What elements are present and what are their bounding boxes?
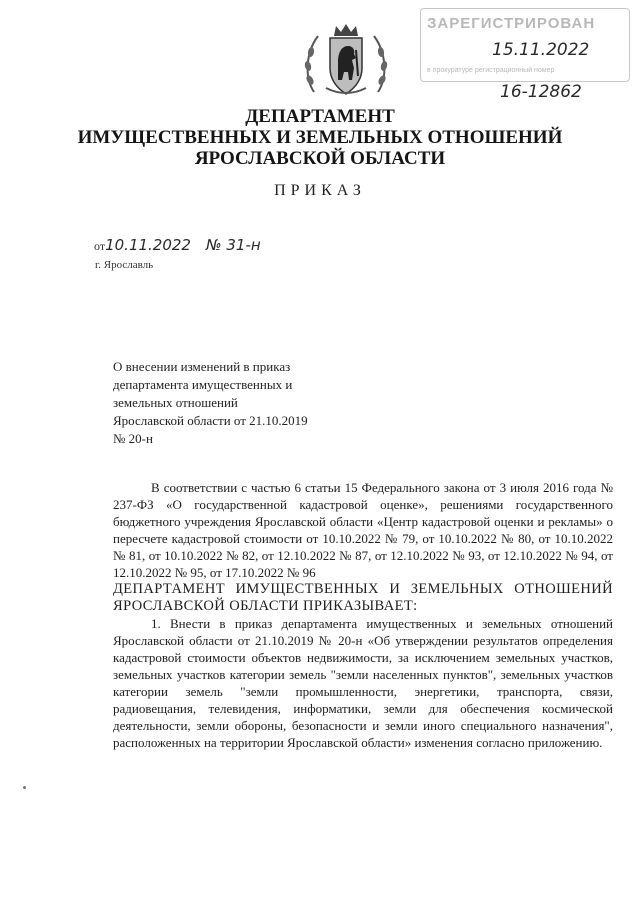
coat-of-arms-emblem <box>300 22 392 98</box>
document-type: ПРИКАЗ <box>274 182 366 199</box>
department-line-3: ЯРОСЛАВСКОЙ ОБЛАСТИ <box>194 148 446 169</box>
stamp-number: 16-12862 <box>500 82 582 102</box>
department-line-1: ДЕПАРТАМЕНТ <box>245 106 395 127</box>
margin-mark <box>23 786 26 789</box>
order-city: г. Ярославль <box>95 259 154 271</box>
order-item-1: 1. Внести в приказ департамента имущественных и земельных отношений Ярославской области от 21.10.2019 № 20-н «Об утверждении результатов определения кадастровой стоимости объектов недвижимости, за исключением земельных участков, земельных участков категории земель "земли населенных пунктов", земельных участков категории земель "земли промышленности, энергетики, транспорта, связи, радиовещания, телевидения, информатики, земли для обеспечения космической деятельности, земли обороны, безопасности и земли иного специального назначения", расположенных на территории Ярославской области» изменения согласно приложению. <box>113 616 613 750</box>
subject-line: О внесении изменений в приказ <box>113 359 291 374</box>
subject-line: земельных отношений <box>113 395 238 410</box>
subject-line: Ярославской области от 21.10.2019 <box>113 413 308 428</box>
stamp-title: ЗАРЕГИСТРИРОВАН <box>427 15 596 32</box>
preamble-paragraph: В соответствии с частью 6 статьи 15 Федерального закона от 3 июля 2016 года № 237-ФЗ «О государственной кадастровой оценке», решениями государственного бюджетного учреждения Ярославской области «Центр кадастровой оценки и рекламы» о пересчете кадастровой стоимости от 10.10.2022 № 79, от 10.10.2022 № 80, от 10.10.2022 № 81, от 10.10.2022 № 82, от 12.10.2022 № 87, от 12.10.2022 № 93, от 12.10.2022 № 94, от 12.10.2022 № 95, от 17.10.2022 № 96 <box>113 480 613 580</box>
order-date-row <box>94 236 261 254</box>
stamp-date: 15.11.2022 <box>492 40 590 60</box>
subject-line: департамента имущественных и <box>113 377 293 392</box>
from-prefix: от <box>94 239 106 253</box>
order-number: № 31-н <box>205 236 261 254</box>
order-subject <box>113 358 308 448</box>
order-body <box>113 479 613 751</box>
stamp-caption: в прокуратуре регистрационный номер <box>427 67 555 74</box>
directive-heading: ДЕПАРТАМЕНТ ИМУЩЕСТВЕННЫХ И ЗЕМЕЛЬНЫХ ОТНОШЕНИЙ ЯРОСЛАВСКОЙ ОБЛАСТИ ПРИКАЗЫВАЕТ: <box>113 581 613 614</box>
subject-line: № 20-н <box>113 431 153 446</box>
department-line-2: ИМУЩЕСТВЕННЫХ И ЗЕМЕЛЬНЫХ ОТНОШЕНИЙ <box>77 127 563 148</box>
order-date: 10.11.2022 <box>105 236 191 254</box>
